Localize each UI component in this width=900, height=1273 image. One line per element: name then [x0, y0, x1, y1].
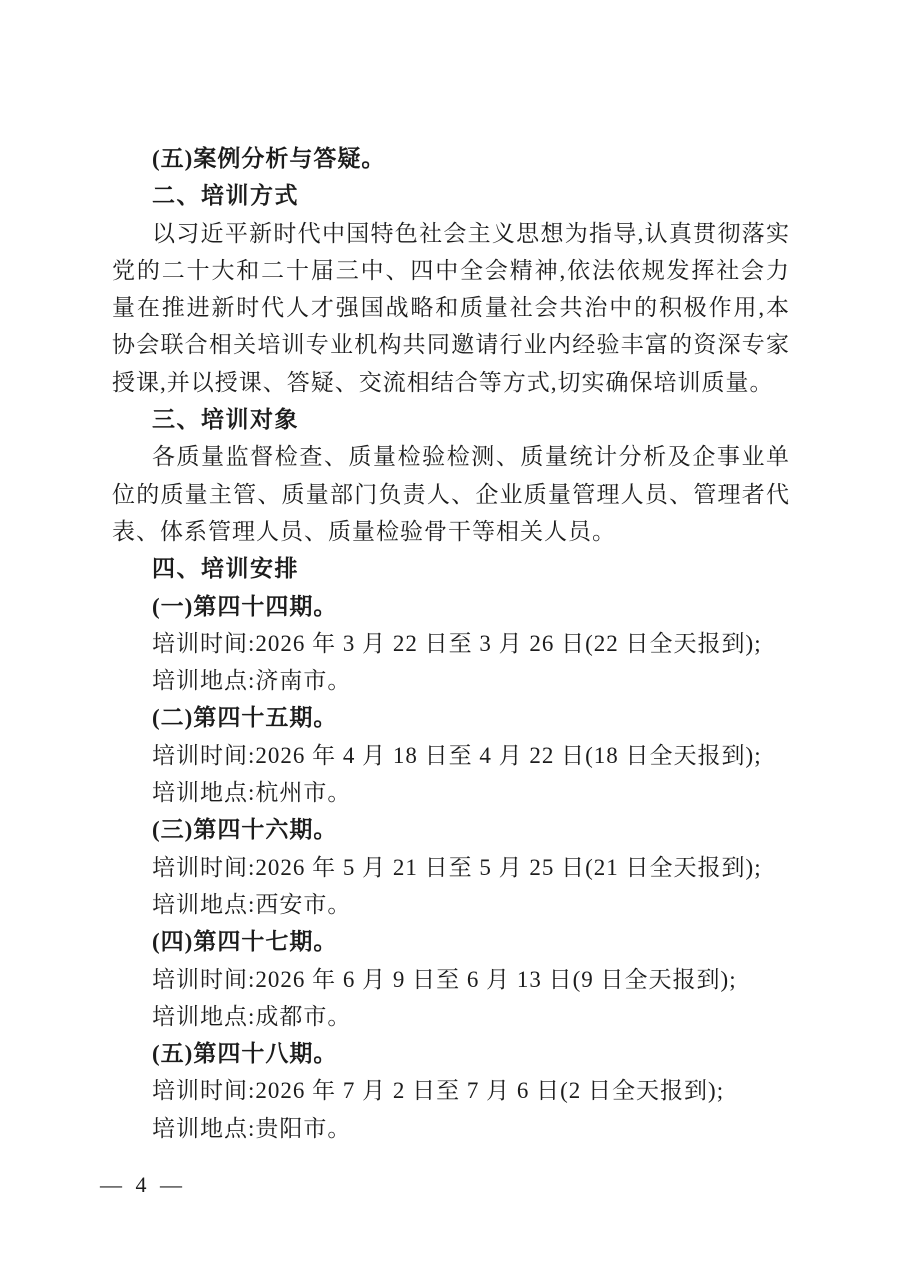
page-number: — 4 — — [100, 1172, 186, 1197]
session-4-location: 培训地点:成都市。 — [152, 1003, 352, 1029]
session-3-heading: (三)第四十六期。 — [152, 817, 338, 843]
section2-paragraph: 以习近平新时代中国特色社会主义思想为指导,认真贯彻落实党的二十大和二十届三中、四中全会精神,依法依规发挥社会力量在推进新时代人才强国战略和质量社会共治中的积极作用,本协会联合相关培训专业机构共同邀请行业内经验丰富的资深专家授课,并以授课、答疑、交流相结合等方式,切实确保培训质量。 — [112, 220, 790, 395]
session-4-heading: (四)第四十七期。 — [152, 929, 338, 955]
session-2-location: 培训地点:杭州市。 — [152, 780, 352, 806]
section3-title: 三、培训对象 — [152, 406, 299, 433]
session-3-location: 培训地点:西安市。 — [152, 891, 352, 917]
session-1-heading: (一)第四十四期。 — [152, 593, 338, 619]
session-1-time: 培训时间:2026 年 3 月 22 日至 3 月 26 日(22 日全天报到); — [152, 630, 762, 656]
session-1-location: 培训地点:济南市。 — [152, 668, 352, 694]
session-4-time: 培训时间:2026 年 6 月 9 日至 6 月 13 日(9 日全天报到); — [152, 966, 737, 992]
section2-title: 二、培训方式 — [152, 182, 299, 209]
section4-title: 四、培训安排 — [152, 555, 299, 582]
session-5-heading: (五)第四十八期。 — [152, 1041, 338, 1067]
session-5-time: 培训时间:2026 年 7 月 2 日至 7 月 6 日(2 日全天报到); — [152, 1078, 725, 1104]
session-2-heading: (二)第四十五期。 — [152, 705, 338, 731]
session-2-time: 培训时间:2026 年 4 月 18 日至 4 月 22 日(18 日全天报到); — [152, 742, 762, 768]
session-3-time: 培训时间:2026 年 5 月 21 日至 5 月 25 日(21 日全天报到); — [152, 854, 762, 880]
lead-list-item: (五)案例分析与答疑。 — [152, 146, 386, 171]
section3-paragraph: 各质量监督检查、质量检验检测、质量统计分析及企事业单位的质量主管、质量部门负责人、企业质量管理人员、管理者代表、体系管理人员、质量检验骨干等相关人员。 — [112, 444, 790, 544]
document-content — [112, 140, 790, 1147]
session-5-location: 培训地点:贵阳市。 — [152, 1115, 352, 1141]
